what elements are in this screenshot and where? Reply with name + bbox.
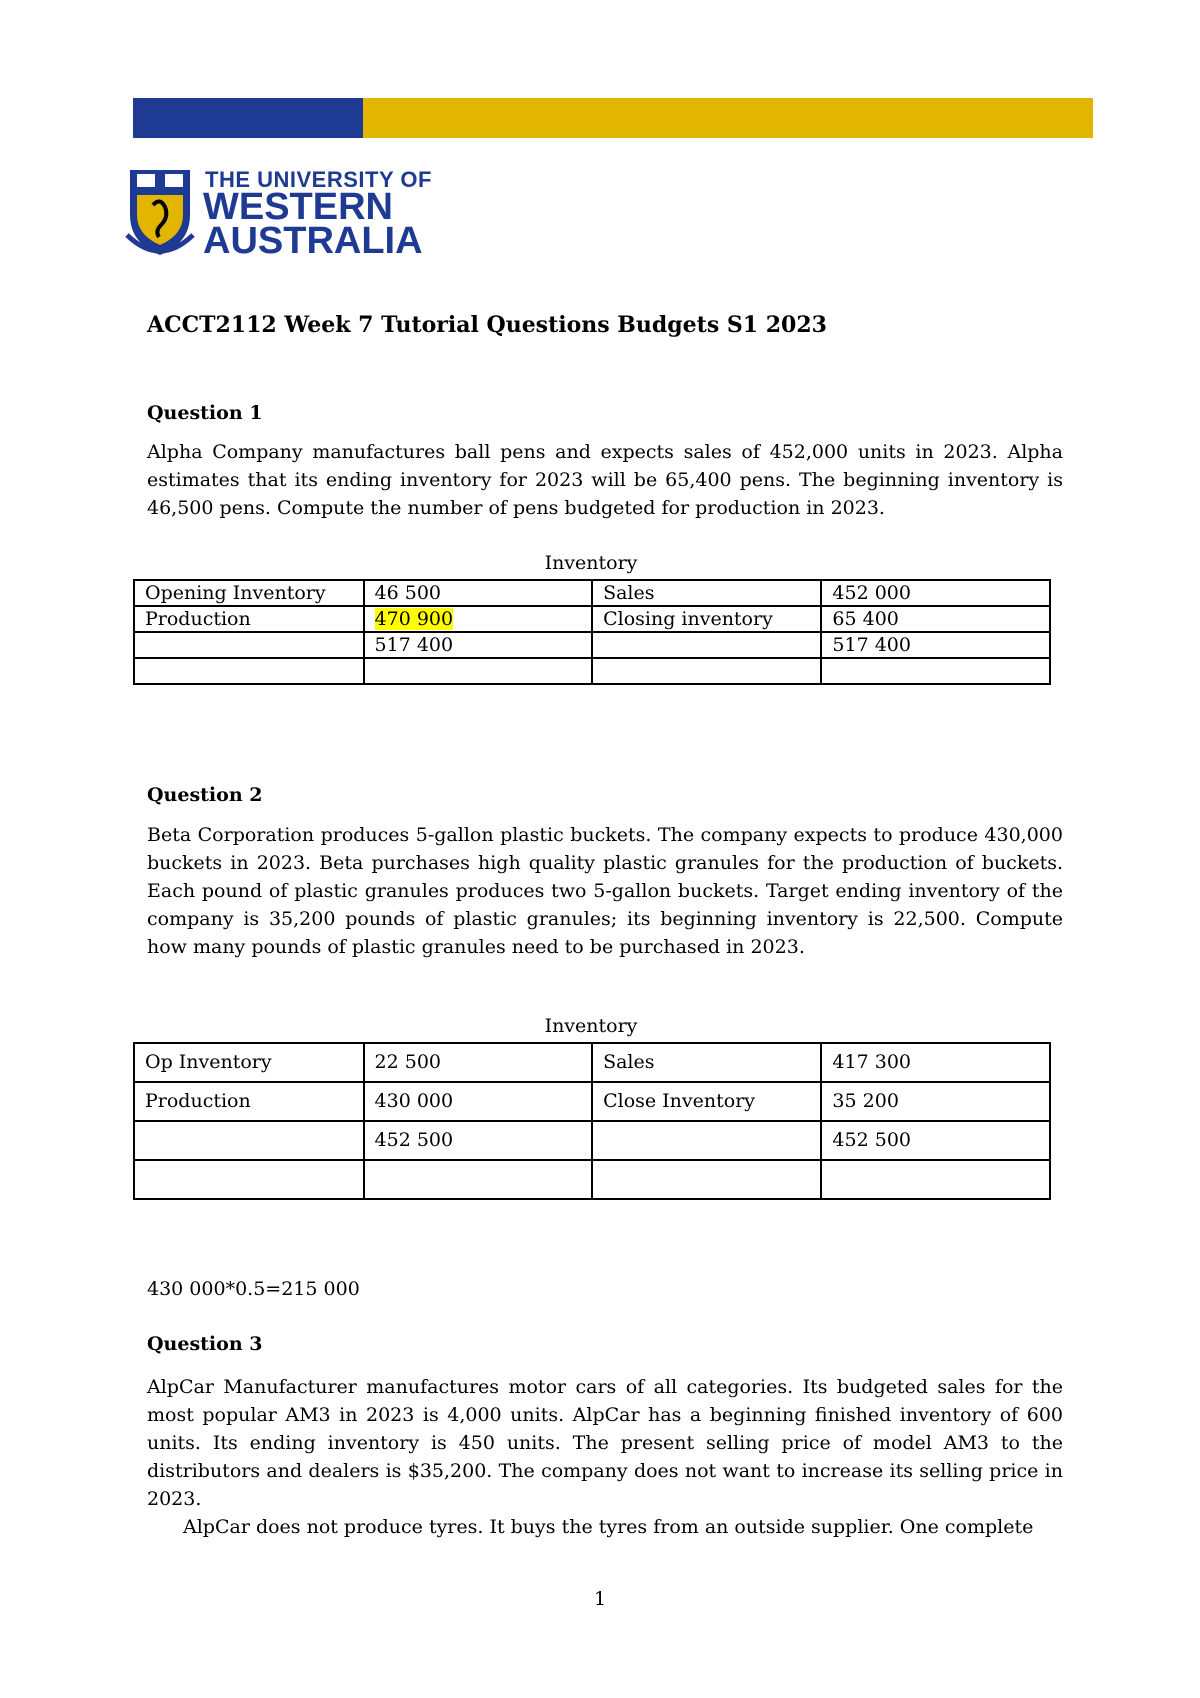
- table-cell: [364, 658, 593, 684]
- table-cell: Production: [134, 1082, 364, 1121]
- question-1-text: Alpha Company manufactures ball pens and expects sales of 452,000 units in 2023. Alpha estimates that its ending inventory for 2023 will be 65,400 pens. The beginning inventory is 46,500 pens. Compute the number of pens budgeted for production in 2023.: [147, 441, 1063, 519]
- university-name-line1: THE UNIVERSITY OF: [205, 167, 432, 192]
- table-cell: Close Inventory: [592, 1082, 821, 1121]
- table-cell: [364, 1160, 593, 1199]
- table-cell: Opening Inventory: [134, 580, 364, 606]
- document-title: ACCT2112 Week 7 Tutorial Questions Budgets S1 2023: [147, 312, 827, 338]
- table-row: [134, 658, 1050, 684]
- table-cell: 430 000: [364, 1082, 593, 1121]
- table-row: [134, 1082, 1050, 1121]
- table-cell: Sales: [592, 1043, 821, 1082]
- table-cell: [134, 1121, 364, 1160]
- table-cell: 517 400: [364, 632, 593, 658]
- table-row: [134, 1121, 1050, 1160]
- table-row: [134, 632, 1050, 658]
- table-cell: [821, 1160, 1050, 1199]
- table-cell: [364, 606, 593, 632]
- table-cell: 452 500: [821, 1121, 1050, 1160]
- table-row: [134, 606, 1050, 632]
- crest-icon: [125, 165, 195, 260]
- university-name-line3: AUSTRALIA: [203, 220, 423, 262]
- table-cell: 417 300: [821, 1043, 1050, 1082]
- table-cell: [134, 1160, 364, 1199]
- question-2-heading: Question 2: [147, 784, 263, 806]
- table-cell: Production: [134, 606, 364, 632]
- table-cell: 452 000: [821, 580, 1050, 606]
- question-1-inventory-table: [133, 579, 1051, 685]
- header-bar-blue: [133, 98, 363, 138]
- question-2-text: Beta Corporation produces 5-gallon plastic buckets. The company expects to produce 430,000 buckets in 2023. Beta purchases high quality plastic granules for the production of buckets. Each pound of plastic granules produces two 5-gallon buckets. Target ending inventory of the company is 35,200 pounds of plastic granules; its beginning inventory is 22,500. Compute how many pounds of plastic granules need to be purchased in 2023.: [147, 824, 1063, 958]
- table-cell: 452 500: [364, 1121, 593, 1160]
- table-cell: 517 400: [821, 632, 1050, 658]
- page-number: 1: [593, 1588, 607, 1610]
- table-cell: [134, 632, 364, 658]
- table-cell: [134, 658, 364, 684]
- table-row: [134, 1043, 1050, 1082]
- highlighted-value: 470 900: [374, 608, 454, 630]
- table-cell: [821, 658, 1050, 684]
- table-cell: 22 500: [364, 1043, 593, 1082]
- question-3-text-continued: AlpCar does not produce tyres. It buys the tyres from an outside supplier. One complete: [183, 1516, 1034, 1538]
- table-cell: Sales: [592, 580, 821, 606]
- question-3-heading: Question 3: [147, 1333, 263, 1355]
- table-cell: [592, 1121, 821, 1160]
- table-cell: [592, 632, 821, 658]
- table-cell: Op Inventory: [134, 1043, 364, 1082]
- table-row: [134, 1160, 1050, 1199]
- question-3-text: AlpCar Manufacturer manufactures motor cars of all categories. Its budgeted sales for the most popular AM3 in 2023 is 4,000 units. AlpCar has a beginning finished inventory of 600 units. Its ending inventory is 450 units. The present selling price of model AM3 to the distributors and dealers is $35,200. The company does not want to increase its selling price in 2023.: [147, 1376, 1063, 1510]
- university-name-line2: WESTERN: [203, 186, 393, 228]
- university-logo: [125, 165, 432, 262]
- table-cell: 35 200: [821, 1082, 1050, 1121]
- question-1-table-caption: Inventory: [544, 552, 638, 574]
- question-1-heading: Question 1: [147, 402, 263, 424]
- question-2-calculation: 430 000*0.5=215 000: [147, 1278, 360, 1300]
- table-row: [134, 580, 1050, 606]
- table-cell: Closing inventory: [592, 606, 821, 632]
- table-cell: 65 400: [821, 606, 1050, 632]
- question-2-inventory-table: [133, 1042, 1051, 1200]
- table-cell: [592, 1160, 821, 1199]
- table-cell: [592, 658, 821, 684]
- question-2-table-caption: Inventory: [544, 1015, 638, 1037]
- header-bar-gold: [363, 98, 1093, 138]
- table-cell: 46 500: [364, 580, 593, 606]
